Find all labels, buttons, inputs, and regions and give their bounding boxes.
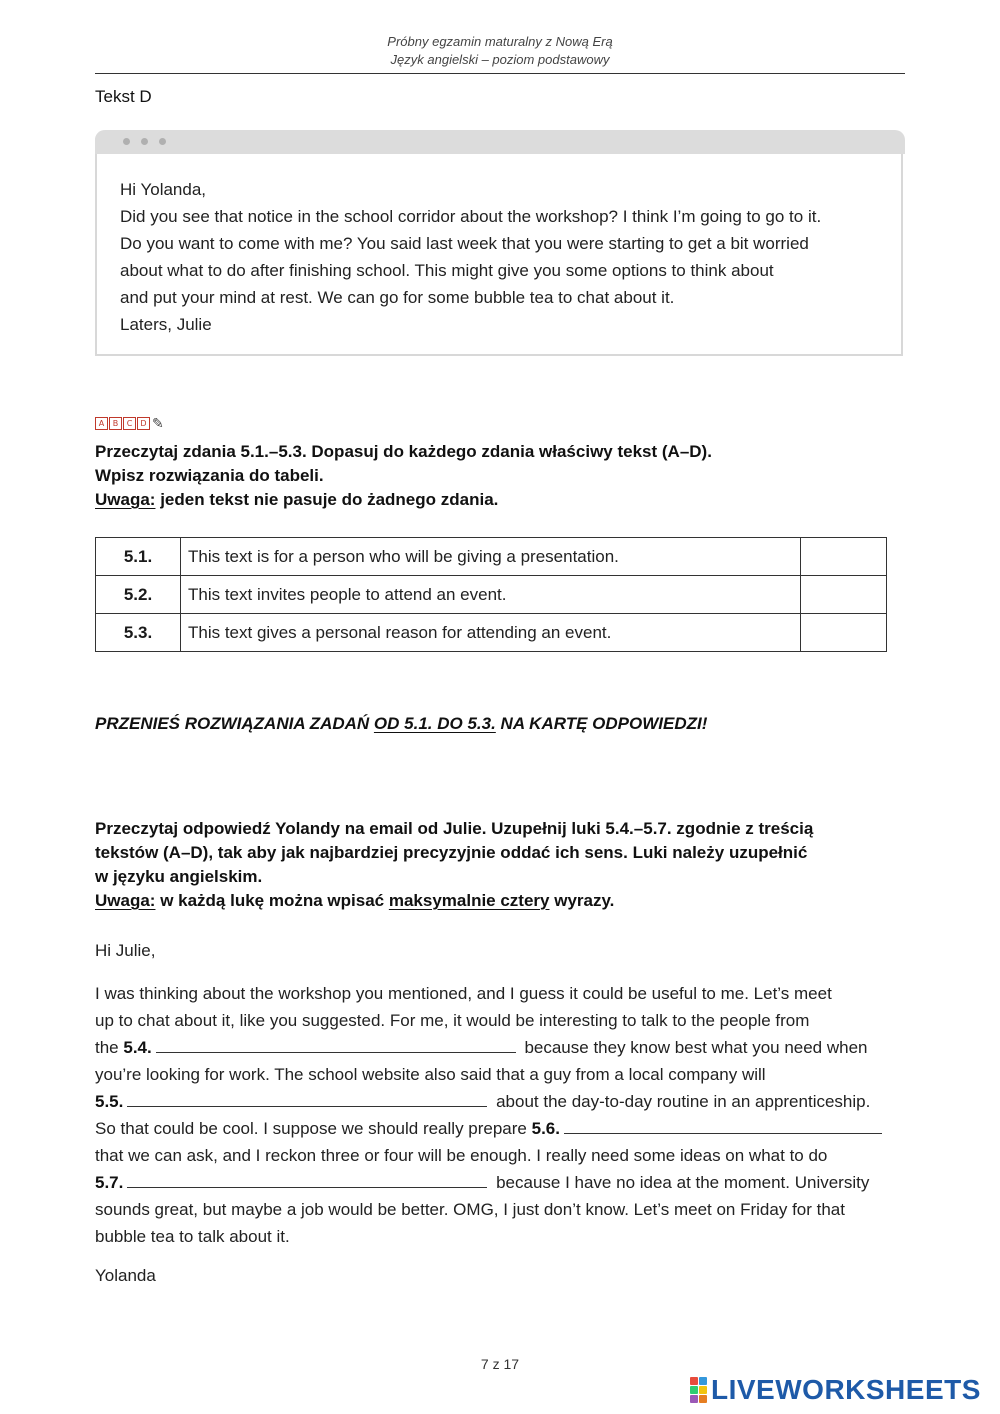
note-text: jeden tekst nie pasuje do żadnego zdania. [155,490,499,509]
option-a-icon: A [95,417,108,430]
email-body [120,176,900,338]
matching-table [95,537,887,652]
reply-text: the [95,1038,124,1057]
option-b-icon: B [109,417,122,430]
reply-line: I was thinking about the workshop you mentioned, and I guess it could be useful to me. Let’s meet [95,984,832,1003]
table-row [96,538,887,576]
item-sentence: This text gives a personal reason for attending an event. [181,614,801,652]
task1-instruction-line: Wpisz rozwiązania do tabeli. [95,466,324,485]
task1-instruction [95,440,712,512]
header-divider [95,73,905,74]
email-line: Laters, Julie [120,315,212,334]
email-line: Did you see that notice in the school corridor about the workshop? I think I’m going to go to it. [120,207,822,226]
task2-instruction-line: tekstów (A–D), tak aby jak najbardziej precyzyjnie oddać ich sens. Luki należy uzupełnić [95,843,808,862]
reply-line [95,1115,910,1142]
reply-text: because I have no idea at the moment. University [491,1173,870,1192]
note-label: Uwaga: [95,490,156,509]
gap-input-5-6[interactable] [564,1117,882,1134]
item-number: 5.2. [96,576,181,614]
reply-line: bubble tea to talk about it. [95,1227,290,1246]
table-row [96,614,887,652]
header-subject: Język angielski – poziom podstawowy [390,52,610,67]
gap-number: 5.6. [531,1119,560,1138]
reply-text: So that could be cool. I suppose we should really prepare [95,1119,532,1138]
reply-text: because they know best what you need when [519,1038,868,1057]
answer-cell-5-2[interactable] [801,576,887,614]
gap-input-5-4[interactable] [156,1036,516,1053]
reply-line: up to chat about it, like you suggested. For me, it would be interesting to talk to the people from [95,1011,810,1030]
task1-note [95,488,712,512]
note-label: Uwaga: [95,891,156,910]
table-row [96,576,887,614]
gap-number: 5.5. [95,1092,124,1111]
text-d-title: Tekst D [95,87,152,106]
task2-instruction-line: w języku angielskim. [95,867,263,886]
transfer-text: NA KARTĘ ODPOWIEDZI! [495,714,708,733]
note-emphasis: maksymalnie cztery [388,891,550,910]
item-sentence: This text invites people to attend an event. [181,576,801,614]
page-header [95,33,905,69]
email-line: Hi Yolanda, [120,180,207,199]
matching-task-icon [95,415,164,431]
reply-line [95,1034,910,1061]
email-line: and put your mind at rest. We can go for some bubble tea to chat about it. [120,288,675,307]
task2-note [95,889,813,913]
transfer-notice [95,714,707,734]
item-number: 5.3. [96,614,181,652]
task2-instruction-line: Przeczytaj odpowiedź Yolandy na email od Julie. Uzupełnij luki 5.4.–5.7. zgodnie z treścią [95,819,814,838]
item-sentence: This text is for a person who will be giving a presentation. [181,538,801,576]
answer-cell-5-1[interactable] [801,538,887,576]
task2-instruction [95,817,813,913]
liveworksheets-brand: LIVEWORKSHEETS [711,1374,981,1405]
option-c-icon: C [123,417,136,430]
reply-line: that we can ask, and I reckon three or four will be enough. I really need some ideas on what to do [95,1146,828,1165]
gap-input-5-7[interactable] [127,1171,487,1188]
reply-text: about the day-to-day routine in an apprenticeship. [491,1092,871,1111]
reply-line: sounds great, but maybe a job would be better. OMG, I just don’t know. Let’s meet on Friday for that [95,1200,845,1219]
transfer-text: PRZENIEŚ ROZWIĄZANIA ZADAŃ [95,714,374,733]
reply-line: you’re looking for work. The school website also said that a guy from a local company will [95,1065,766,1084]
pencil-icon: ✎ [152,414,164,431]
window-dot-icon [141,138,148,145]
task1-instruction-line: Przeczytaj zdania 5.1.–5.3. Dopasuj do każdego zdania właściwy tekst (A–D). [95,442,712,461]
reply-body [95,980,910,1250]
reply-signature: Yolanda [95,1266,156,1285]
liveworksheets-mark-icon [690,1377,707,1403]
reply-line [95,1169,910,1196]
reply-greeting: Hi Julie, [95,941,156,960]
page-number: 7 z 17 [480,1356,520,1372]
liveworksheets-logo [690,1373,981,1407]
gap-number: 5.4. [123,1038,152,1057]
gap-number: 5.7. [95,1173,124,1192]
email-line: about what to do after finishing school. This might give you some options to think about [120,261,774,280]
note-text: wyrazy. [549,891,615,910]
answer-cell-5-3[interactable] [801,614,887,652]
reply-line [95,1088,910,1115]
note-text: w każdą lukę można wpisać [155,891,389,910]
email-window-titlebar [95,130,905,154]
item-number: 5.1. [96,538,181,576]
header-exam-title: Próbny egzamin maturalny z Nową Erą [387,34,613,49]
gap-input-5-5[interactable] [127,1090,487,1107]
transfer-range: OD 5.1. DO 5.3. [373,714,496,733]
email-line: Do you want to come with me? You said last week that you were starting to get a bit worried [120,234,809,253]
window-dot-icon [123,138,130,145]
option-d-icon: D [137,417,150,430]
window-dot-icon [159,138,166,145]
